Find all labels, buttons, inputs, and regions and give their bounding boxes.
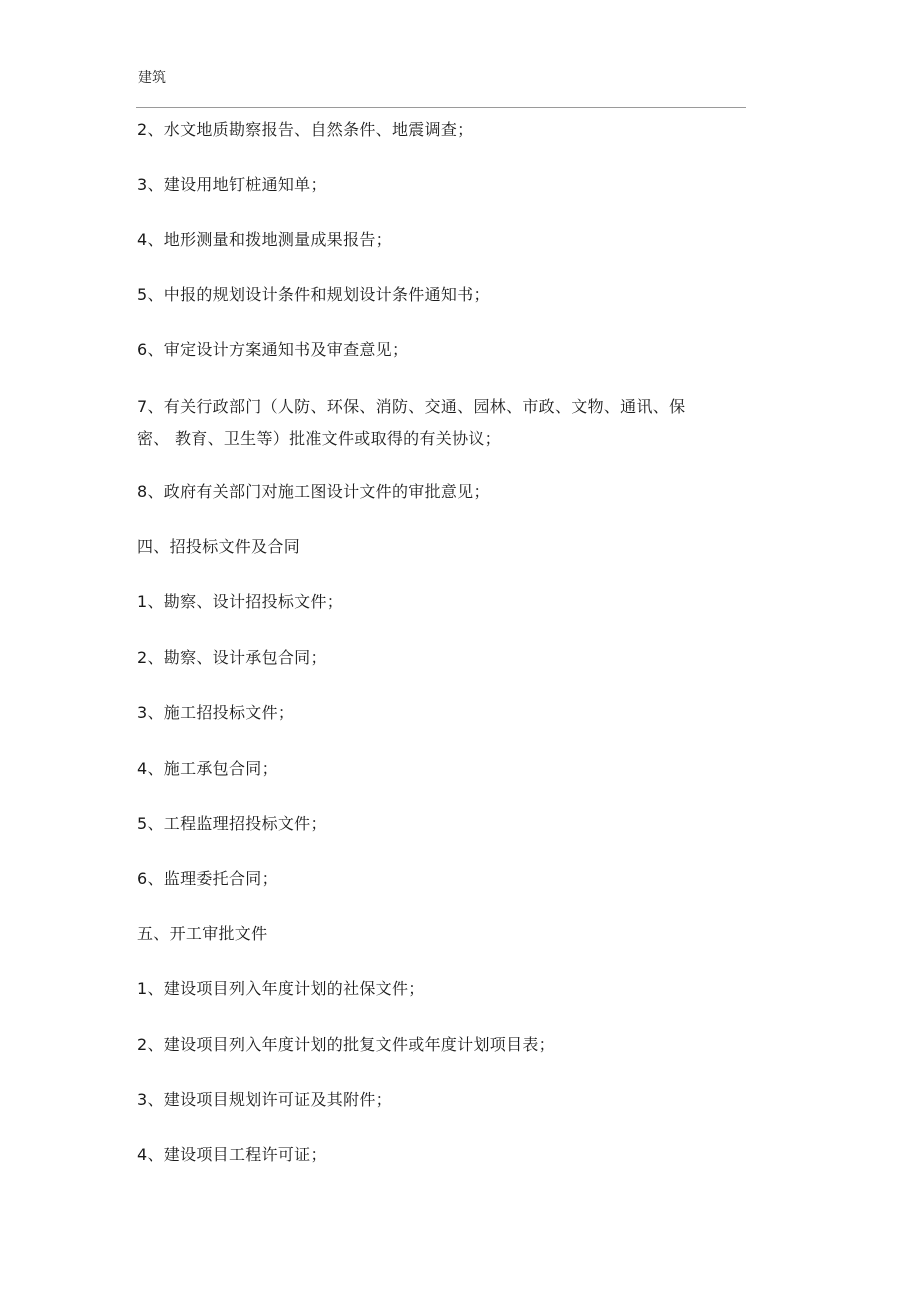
list-item-construction-bidding: 3、施工招投标文件； [137,703,295,722]
list-item-planning-permit: 3、建设项目规划许可证及其附件； [137,1090,392,1109]
list-item-survey-design-bidding: 1、勘察、设计招投标文件； [137,592,344,611]
list-item-planning-conditions: 5、中报的规划设计条件和规划设计条件通知书； [137,285,490,304]
section-heading-bidding-contracts: 四、招投标文件及合同 [137,537,301,556]
list-item-design-scheme-notice: 6、审定设计方案通知书及审查意见； [137,340,409,359]
list-item-hydrogeology-report: 2、水文地质勘察报告、自然条件、地震调查； [137,120,474,139]
list-item-supervision-bidding: 5、工程监理招投标文件； [137,814,327,833]
list-item-engineering-permit: 4、建设项目工程许可证； [137,1145,327,1164]
list-item-construction-contract: 4、施工承包合同； [137,759,278,778]
list-item-admin-approvals-line1: 7、有关行政部门（人防、环保、消防、交通、园林、市政、文物、通讯、保 [137,397,686,416]
page-header-label: 建筑 [138,70,166,86]
section-heading-commencement-approval: 五、开工审批文件 [137,924,268,943]
header-divider [136,107,746,108]
list-item-admin-approvals-line2: 密、 教育、卫生等）批准文件或取得的有关协议； [137,429,501,448]
list-item-land-stake-notice: 3、建设用地钉桩通知单； [137,175,327,194]
list-item-supervision-contract: 6、监理委托合同； [137,869,278,888]
list-item-survey-design-contract: 2、勘察、设计承包合同； [137,648,327,667]
list-item-construction-drawing-approval: 8、政府有关部门对施工图设计文件的审批意见； [137,482,490,501]
list-item-annual-plan-approval: 2、建设项目列入年度计划的批复文件或年度计划项目表； [137,1035,555,1054]
list-item-topographic-survey: 4、地形测量和拨地测量成果报告； [137,230,392,249]
list-item-annual-plan-social-security: 1、建设项目列入年度计划的社保文件； [137,979,425,998]
